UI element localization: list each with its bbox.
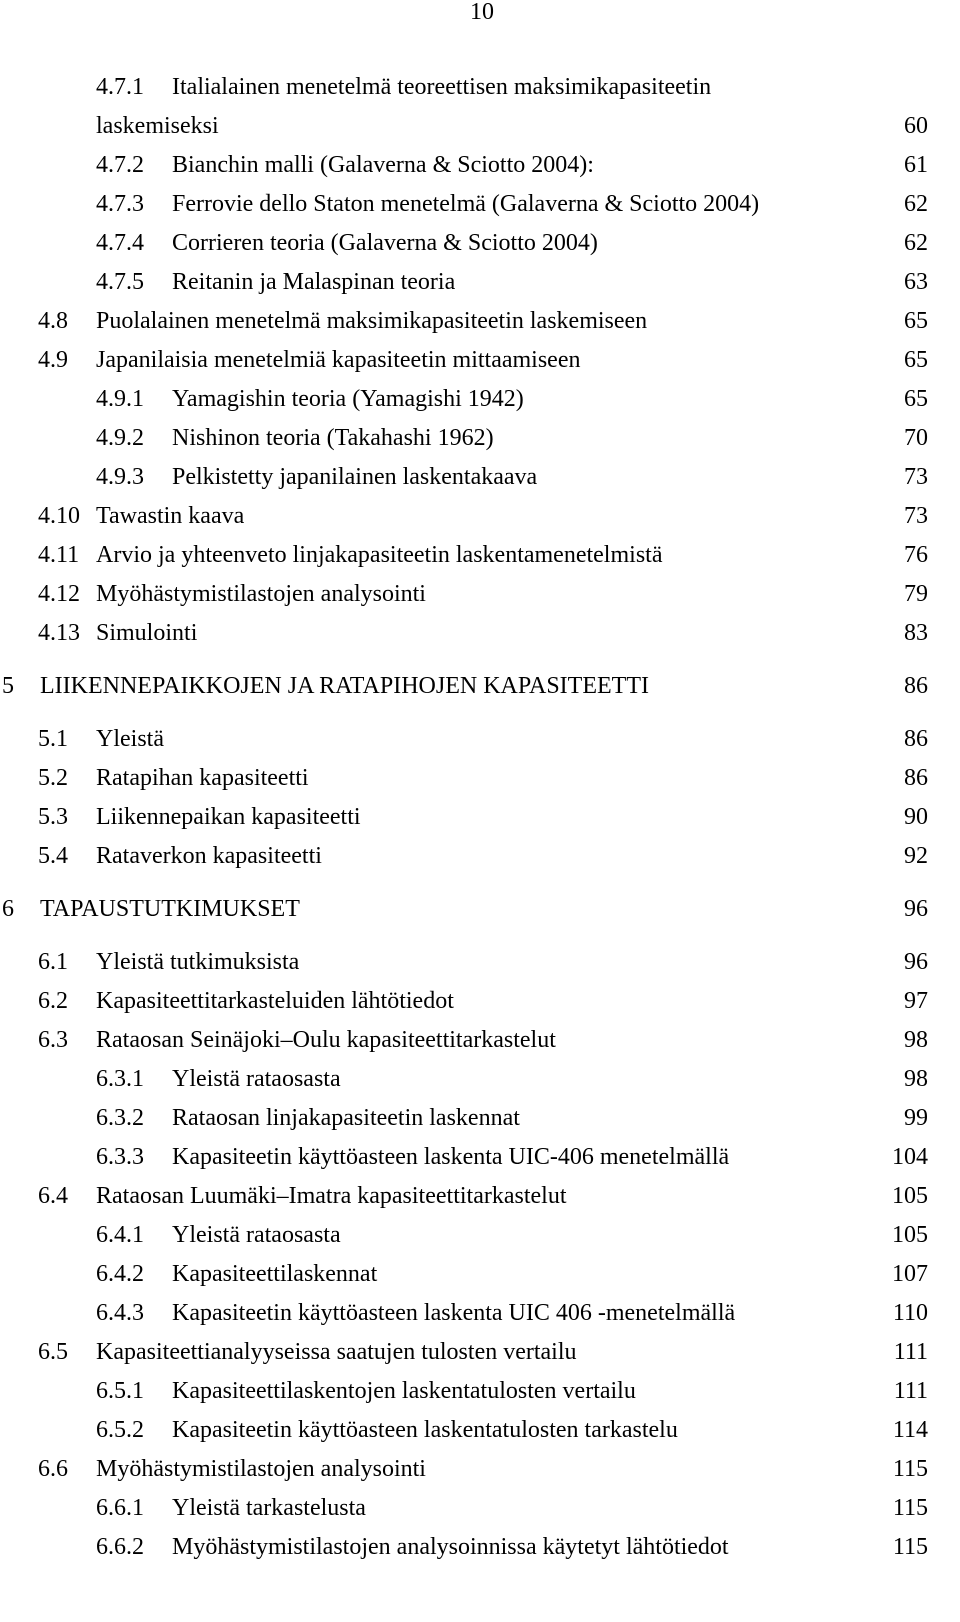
toc-entry-number: 4.12 (38, 581, 80, 607)
toc-entry-page: 92 (904, 843, 928, 869)
toc-entry-page: 65 (904, 308, 928, 334)
toc-entry-title: Myöhästymistilastojen analysointi (96, 581, 426, 607)
toc-entry (0, 501, 960, 531)
toc-entry (0, 72, 960, 102)
toc-entry-title: Rataverkon kapasiteetti (96, 843, 322, 869)
toc-entry (0, 189, 960, 219)
toc-entry-page: 98 (904, 1027, 928, 1053)
toc-entry (0, 1493, 960, 1523)
toc-entry-number: 4.8 (38, 308, 68, 334)
toc-entry-number: 4.10 (38, 503, 80, 529)
toc-entry (0, 1337, 960, 1367)
toc-entry-title: Rataosan Seinäjoki–Oulu kapasiteettitarkastelut (96, 1027, 556, 1053)
toc-entry-page: 111 (893, 1339, 928, 1365)
toc-entry-page: 79 (904, 581, 928, 607)
toc-entry-page: 86 (904, 726, 928, 752)
toc-entry-title: Kapasiteettianalyyseissa saatujen tulosten vertailu (96, 1339, 577, 1365)
toc-entry-page: 73 (904, 503, 928, 529)
toc-entry-number: 6.6.2 (96, 1534, 144, 1560)
toc-entry (0, 150, 960, 180)
toc-entry-number: 6.2 (38, 988, 68, 1014)
toc-entry (0, 947, 960, 977)
toc-entry (0, 802, 960, 832)
toc-entry (0, 1298, 960, 1328)
toc-entry-number: 6.3.1 (96, 1066, 144, 1092)
toc-entry-number: 6.5 (38, 1339, 68, 1365)
toc-entry-number: 6.1 (38, 949, 68, 975)
toc-entry-page: 65 (904, 347, 928, 373)
toc-entry (0, 724, 960, 754)
toc-entry-number: 5.1 (38, 726, 68, 752)
toc-entry-title: Myöhästymistilastojen analysointi (96, 1456, 426, 1482)
toc-entry-page: 104 (892, 1144, 928, 1170)
toc-entry-page: 111 (893, 1378, 928, 1404)
toc-entry-title: Kapasiteettilaskennat (172, 1261, 378, 1287)
toc-entry (0, 1259, 960, 1289)
toc-entry-page: 70 (904, 425, 928, 451)
toc-entry (0, 1220, 960, 1250)
toc-entry-title: Yleistä rataosasta (172, 1222, 341, 1248)
toc-entry-number: 5 (2, 673, 14, 699)
toc-entry-title: Liikennepaikan kapasiteetti (96, 804, 361, 830)
toc-entry-title: Japanilaisia menetelmiä kapasiteetin mittaamiseen (96, 347, 581, 373)
toc-entry-page: 97 (904, 988, 928, 1014)
toc-entry-title: Yleistä tutkimuksista (96, 949, 300, 975)
toc-entry-number: 4.7.1 (96, 74, 144, 100)
toc-entry (0, 763, 960, 793)
toc-entry-title: Italialainen menetelmä teoreettisen maksimikapasiteetin (172, 74, 712, 100)
toc-entry-number: 6.4.3 (96, 1300, 144, 1326)
toc-entry-title: Ferrovie dello Staton menetelmä (Galaverna & Sciotto 2004) (172, 191, 760, 217)
toc-entry-page: 115 (892, 1534, 928, 1560)
toc-entry-page: 105 (892, 1183, 928, 1209)
toc-entry (0, 228, 960, 258)
toc-entry-page: 115 (892, 1495, 928, 1521)
toc-entry-number: 6.5.2 (96, 1417, 144, 1443)
toc-entry-title: Rataosan Luumäki–Imatra kapasiteettitarkastelut (96, 1183, 567, 1209)
toc-entry-page: 114 (892, 1417, 928, 1443)
toc-entry-title: Rataosan linjakapasiteetin laskennat (172, 1105, 520, 1131)
toc-entry-page: 110 (892, 1300, 928, 1326)
toc-entry (0, 1376, 960, 1406)
toc-entry (0, 1064, 960, 1094)
toc-entry-title: Kapasiteettitarkasteluiden lähtötiedot (96, 988, 454, 1014)
page-number: 10 (470, 0, 494, 25)
toc-entry-number: 5.2 (38, 765, 68, 791)
toc-entry (0, 841, 960, 871)
toc-entry-number: 6.3.3 (96, 1144, 144, 1170)
toc-entry (0, 306, 960, 336)
toc-entry-title: Yleistä tarkastelusta (172, 1495, 366, 1521)
toc-entry (0, 267, 960, 297)
toc-entry-number: 6.6.1 (96, 1495, 144, 1521)
toc-entry-page: 65 (904, 386, 928, 412)
toc-entry-number: 6 (2, 896, 14, 922)
toc-entry (0, 1532, 960, 1562)
toc-entry (0, 579, 960, 609)
toc-entry-title: Kapasiteetin käyttöasteen laskenta UIC 406 -menetelmällä (172, 1300, 736, 1326)
toc-entry-title: Tawastin kaava (96, 503, 245, 529)
toc-entry-number: 4.11 (38, 542, 80, 568)
toc-entry-number: 6.4.2 (96, 1261, 144, 1287)
toc-entry-title: Arvio ja yhteenveto linjakapasiteetin laskentamenetelmistä (96, 542, 663, 568)
toc-entry-title: Simulointi (96, 620, 198, 646)
toc-entry-page: 76 (904, 542, 928, 568)
toc-entry-title: laskemiseksi (96, 113, 219, 139)
toc-entry-number: 5.3 (38, 804, 68, 830)
toc-entry (0, 111, 960, 141)
toc-entry-page: 86 (904, 673, 928, 699)
toc-entry-number: 6.4.1 (96, 1222, 144, 1248)
toc-entry-title: Nishinon teoria (Takahashi 1962) (172, 425, 494, 451)
toc-entry-title: Puolalainen menetelmä maksimikapasiteetin laskemiseen (96, 308, 648, 334)
toc-entry-number: 4.9.2 (96, 425, 144, 451)
toc-entry (0, 1103, 960, 1133)
toc-entry-number: 6.6 (38, 1456, 68, 1482)
toc-entry-number: 6.5.1 (96, 1378, 144, 1404)
toc-entry (0, 384, 960, 414)
toc-entry-page: 99 (904, 1105, 928, 1131)
toc-entry-page: 98 (904, 1066, 928, 1092)
toc-entry-page: 62 (904, 191, 928, 217)
toc-entry-title: Pelkistetty japanilainen laskentakaava (172, 464, 538, 490)
toc-entry (0, 1415, 960, 1445)
toc-entry-title: Ratapihan kapasiteetti (96, 765, 309, 791)
toc-entry-title: Reitanin ja Malaspinan teoria (172, 269, 456, 295)
toc-entry-page: 63 (904, 269, 928, 295)
toc-entry-number: 4.7.3 (96, 191, 144, 217)
toc-entry-number: 4.7.5 (96, 269, 144, 295)
toc-entry (0, 1025, 960, 1055)
toc-entry-page: 60 (904, 113, 928, 139)
toc-entry-title: Yamagishin teoria (Yamagishi 1942) (172, 386, 524, 412)
toc-entry (0, 894, 960, 924)
toc-entry-number: 6.4 (38, 1183, 68, 1209)
toc-entry (0, 462, 960, 492)
toc-entry-title: Kapasiteetin käyttöasteen laskenta UIC-406 menetelmällä (172, 1144, 730, 1170)
toc-entry-number: 4.7.2 (96, 152, 144, 178)
toc-entry-title: Myöhästymistilastojen analysoinnissa käytetyt lähtötiedot (172, 1534, 729, 1560)
toc-entry (0, 1181, 960, 1211)
toc-entry (0, 345, 960, 375)
toc-entry-number: 4.13 (38, 620, 80, 646)
toc-entry (0, 671, 960, 701)
toc-entry (0, 540, 960, 570)
toc-entry-page: 90 (904, 804, 928, 830)
toc-entry-title: Bianchin malli (Galaverna & Sciotto 2004): (172, 152, 594, 178)
toc-entry-title: Yleistä (96, 726, 164, 752)
toc-entry-page: 73 (904, 464, 928, 490)
toc-entry-title: Corrieren teoria (Galaverna & Sciotto 2004) (172, 230, 598, 256)
toc-entry-page: 115 (892, 1456, 928, 1482)
toc-entry-number: 4.9.3 (96, 464, 144, 490)
toc-entry-number: 6.3 (38, 1027, 68, 1053)
toc-entry-title: TAPAUSTUTKIMUKSET (40, 896, 300, 922)
toc-entry-title: Yleistä rataosasta (172, 1066, 341, 1092)
toc-entry-page: 83 (904, 620, 928, 646)
toc-entry-title: Kapasiteetin käyttöasteen laskentatulosten tarkastelu (172, 1417, 678, 1443)
toc-entry-number: 6.3.2 (96, 1105, 144, 1131)
toc-entry (0, 423, 960, 453)
toc-entry-page: 105 (892, 1222, 928, 1248)
toc-entry-title: Kapasiteettilaskentojen laskentatulosten vertailu (172, 1378, 636, 1404)
toc-entry-page: 61 (904, 152, 928, 178)
toc-entry (0, 1142, 960, 1172)
toc-entry (0, 986, 960, 1016)
toc-entry-page: 86 (904, 765, 928, 791)
toc-entry-number: 4.7.4 (96, 230, 144, 256)
toc-entry-page: 62 (904, 230, 928, 256)
toc-entry (0, 618, 960, 648)
toc-entry-number: 5.4 (38, 843, 68, 869)
toc-entry-page: 107 (892, 1261, 928, 1287)
toc-entry (0, 1454, 960, 1484)
toc-entry-page: 96 (904, 896, 928, 922)
toc-entry-number: 4.9.1 (96, 386, 144, 412)
toc-entry-page: 96 (904, 949, 928, 975)
toc-entry-title: LIIKENNEPAIKKOJEN JA RATAPIHOJEN KAPASITEETTI (40, 673, 649, 699)
toc-entry-number: 4.9 (38, 347, 68, 373)
